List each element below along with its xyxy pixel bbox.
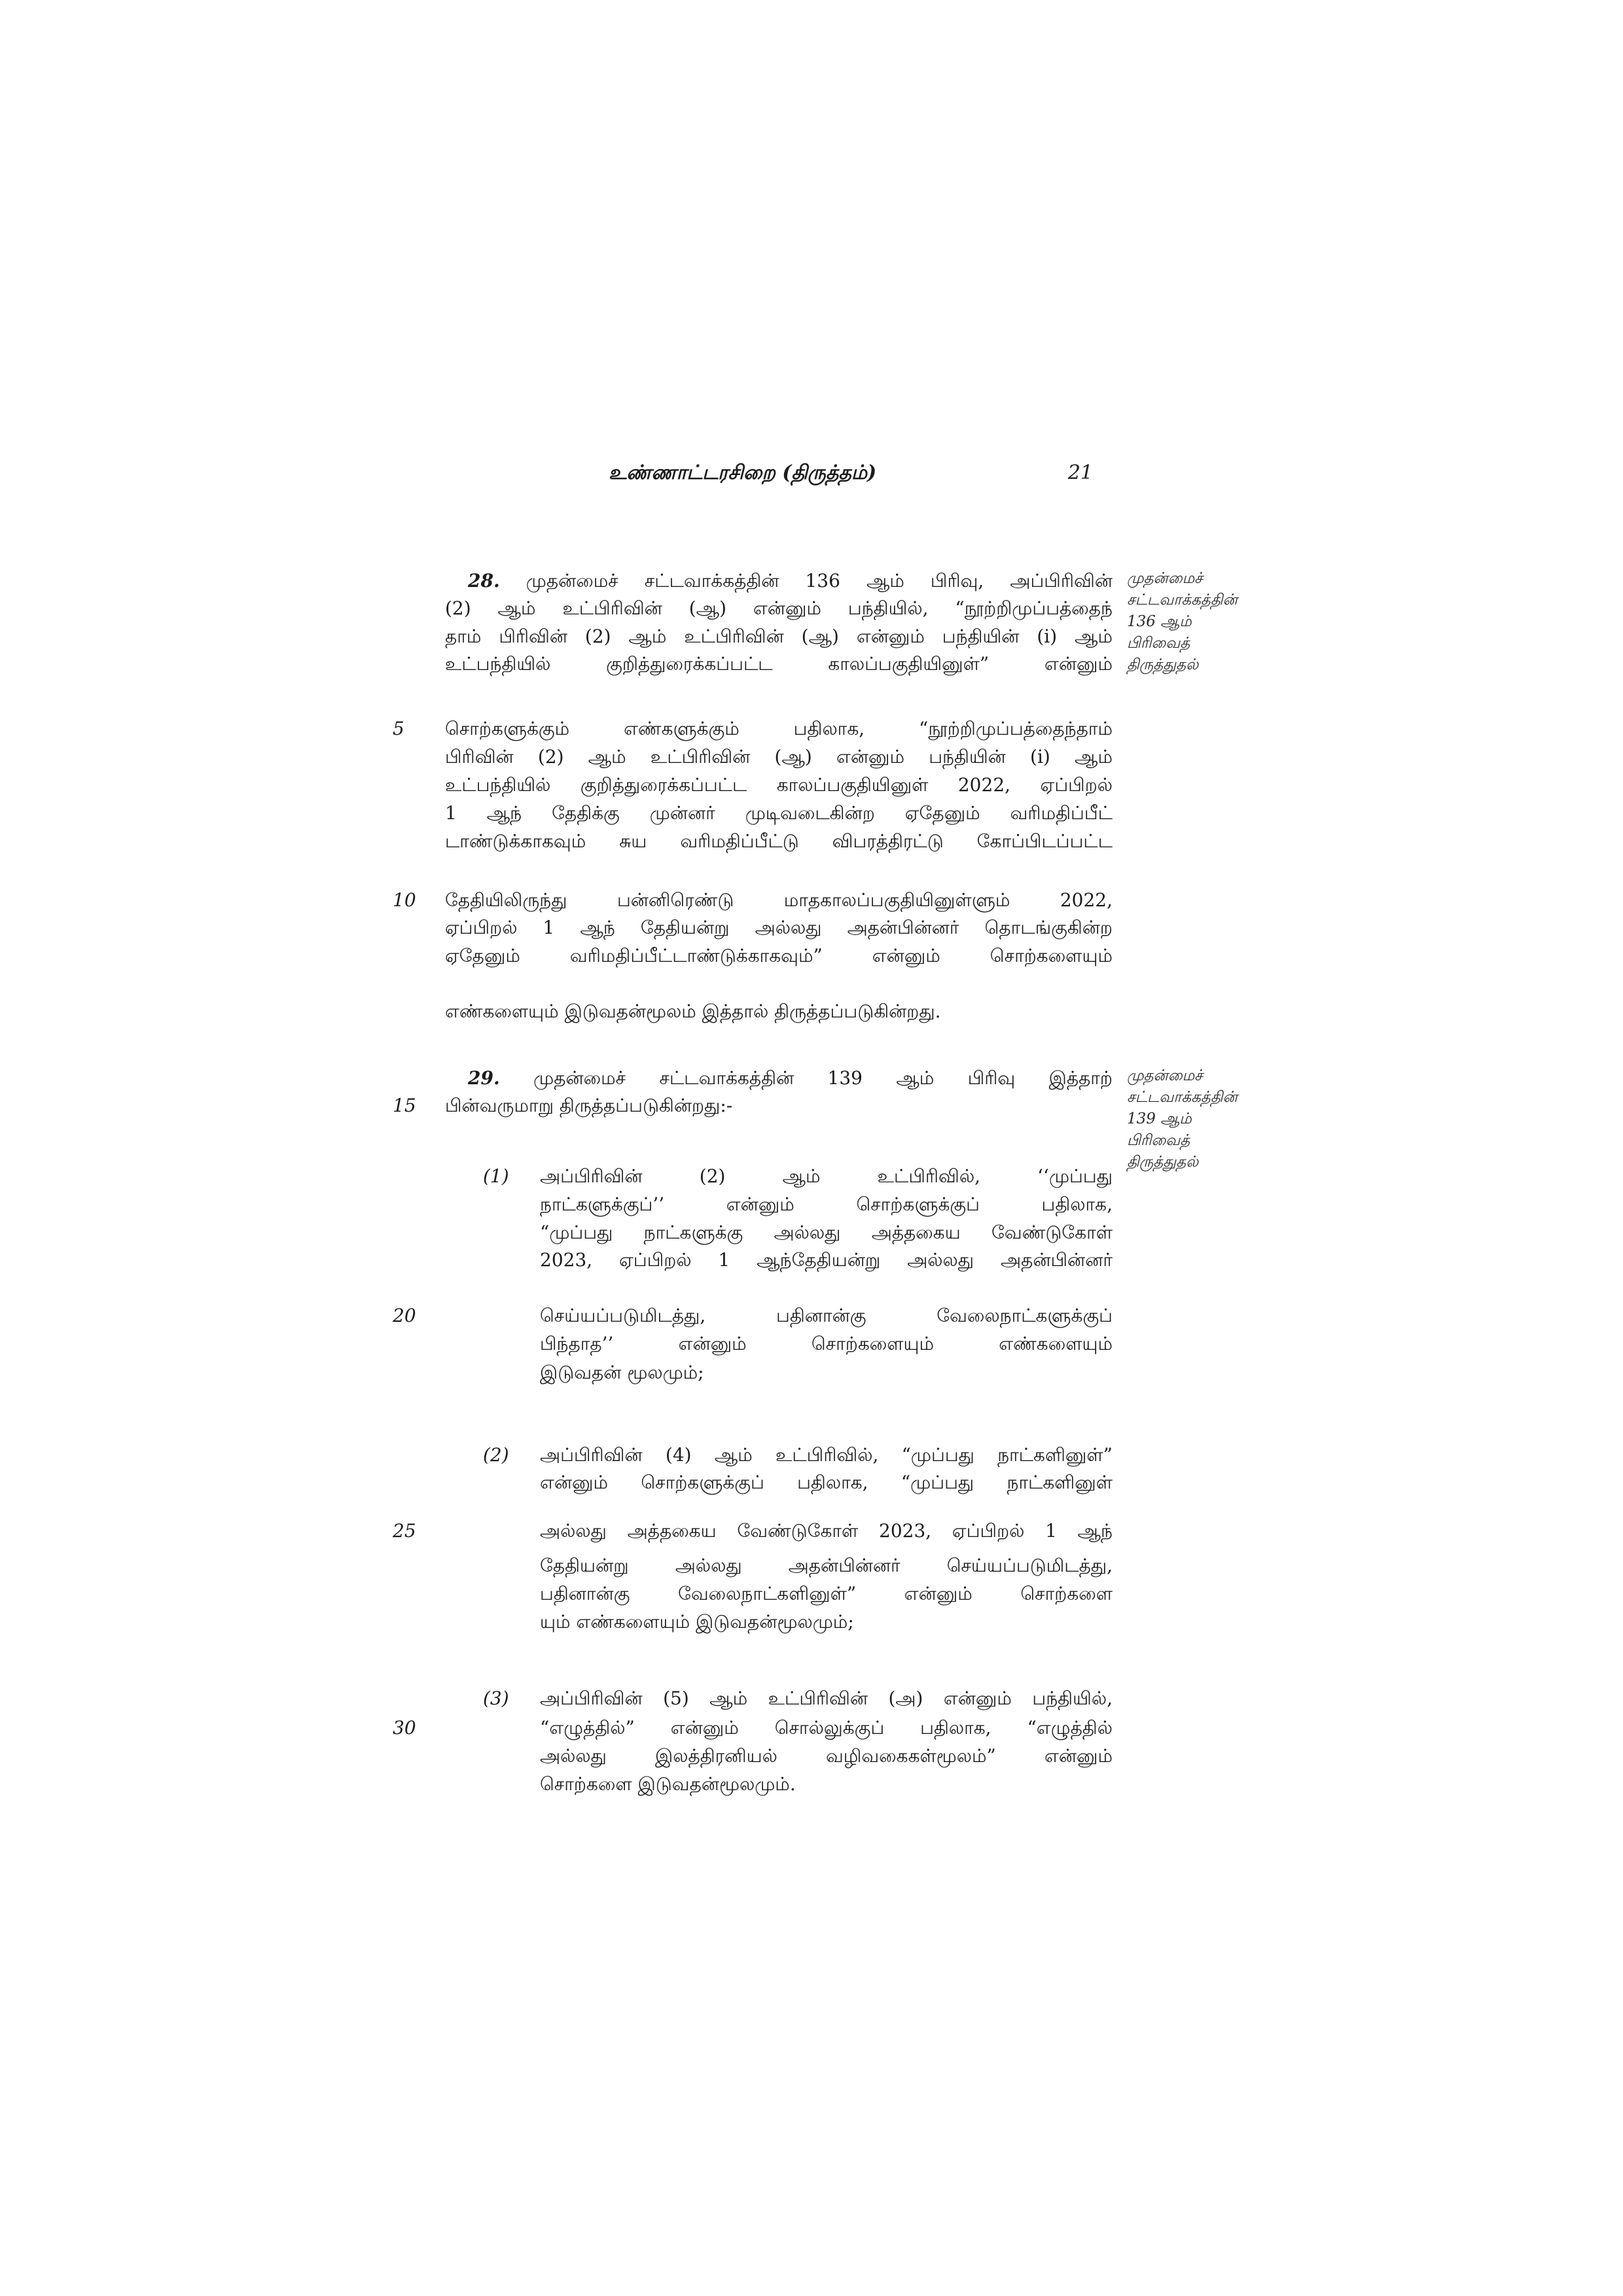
item-2-line: பதினான்கு வேலைநாட்களினுள்” என்னும் சொற்களை [540,1583,1113,1604]
page-number: 21 [1067,461,1093,484]
item-label: (2) [483,1444,509,1466]
item-1-line: அப்பிரிவின் (2) ஆம் உட்பிரிவில், ‘‘முப்பது [540,1165,1113,1187]
section-28-line: பிரிவின் (2) ஆம் உட்பிரிவின் (ஆ) என்னும் பந்தியின் (i) ஆம் [445,746,1113,768]
line-number: 5 [393,718,404,739]
section-28-line: உட்பந்தியில் குறித்துரைக்கப்பட்ட காலப்பகுதியினுள்” என்னும் [445,653,1113,675]
section-28-marginal-note: முதன்மைச் சட்டவாக்கத்தின் 136 ஆம் பிரிவைத் திருத்துதல் [1127,570,1238,673]
section-28-line: ஏப்பிறல் 1 ஆந் தேதியன்று அல்லது அதன்பின்னர் தொடங்குகின்ற [445,917,1113,938]
section-29-line: பின்வருமாறு திருத்தப்படுகின்றது:- [445,1095,733,1116]
section-28-line: (2) ஆம் உட்பிரிவின் (ஆ) என்னும் பந்தியில், “நூற்றிமுப்பத்தைந் [445,597,1113,619]
item-1-line: 2023, ஏப்பிறல் 1 ஆந்தேதியன்று அல்லது அதன்பின்னர் [540,1249,1113,1271]
item-1-line: “முப்பது நாட்களுக்கு அல்லது அத்தகைய வேண்டுகோள் [540,1222,1113,1243]
line-number: 10 [393,889,416,911]
section-28-line: ஏதேனும் வரிமதிப்பீட்டாண்டுக்காகவும்” என்னும் சொற்களையும் [445,945,1113,966]
item-2-line: அப்பிரிவின் (4) ஆம் உட்பிரிவில், “முப்பது நாட்களினுள்” [540,1444,1113,1466]
item-label: (1) [483,1165,509,1187]
page-header [609,461,1113,494]
section-28-line: உட்பந்தியில் குறித்துரைக்கப்பட்ட காலப்பகுதியினுள் 2022, ஏப்பிறல் [445,774,1113,796]
item-3-line: அல்லது இலத்திரனியல் வழிவகைகள்மூலம்” என்னும் [540,1745,1113,1767]
item-1-line: செய்யப்படுமிடத்து, பதினான்கு வேலைநாட்களுக்குப் [540,1305,1113,1326]
item-2-line: அல்லது அத்தகைய வேண்டுகோள் 2023, ஏப்பிறல் 1 ஆந் [540,1520,1113,1542]
line-number: 20 [393,1305,416,1326]
item-label: (3) [483,1687,509,1709]
section-28-line: 1 ஆந் தேதிக்கு முன்னர் முடிவடைகின்ற ஏதேனும் வரிமதிப்பீட் [445,802,1113,824]
item-1-line: நாட்களுக்குப்’’ என்னும் சொற்களுக்குப் பதிலாக, [540,1193,1113,1215]
section-28-line: எண்களையும் இடுவதன்மூலம் இத்தால் திருத்தப்படுகின்றது. [445,1000,941,1022]
section-28-line: தாம் பிரிவின் (2) ஆம் உட்பிரிவின் (ஆ) என்னும் பந்தியின் (i) ஆம் [445,626,1113,647]
section-28-number: 28. [468,570,500,592]
item-3-line: “எழுத்தில்” என்னும் சொல்லுக்குப் பதிலாக, “எழுத்தில் [540,1717,1113,1739]
item-3-line: சொற்களை இடுவதன்மூலமும். [540,1773,796,1795]
item-1-line: இடுவதன் மூலமும்; [540,1362,704,1383]
line-number: 25 [393,1520,416,1542]
section-29-number: 29. [468,1067,500,1089]
section-28-line: தேதியிலிருந்து பன்னிரெண்டு மாதகாலப்பகுதியினுள்ளும் 2022, [445,889,1113,911]
section-29-marginal-note: முதன்மைச் சட்டவாக்கத்தின் 139 ஆம் பிரிவைத் திருத்துதல் [1127,1067,1238,1171]
item-2-line: என்னும் சொற்களுக்குப் பதிலாக, “முப்பது நாட்களினுள் [540,1472,1113,1493]
section-29-line: 29. முதன்மைச் சட்டவாக்கத்தின் 139 ஆம் பிரிவு இத்தாற் [468,1067,1113,1089]
section-28-line: டாண்டுக்காகவும் சுய வரிமதிப்பீட்டு விபரத்திரட்டு கோப்பிடப்பட்ட [445,830,1113,852]
page-title: உண்ணாட்டரசிறை (திருத்தம்) [609,461,877,484]
item-3-line: அப்பிரிவின் (5) ஆம் உட்பிரிவின் (அ) என்னும் பந்தியில், [540,1687,1113,1709]
item-1-line: பிந்தாத’’ என்னும் சொற்களையும் எண்களையும் [540,1333,1113,1354]
line-number: 15 [393,1095,416,1116]
section-28-line: 28. முதன்மைச் சட்டவாக்கத்தின் 136 ஆம் பிரிவு, அப்பிரிவின் [468,570,1113,592]
section-28-line: சொற்களுக்கும் எண்களுக்கும் பதிலாக, “நூற்றிமுப்பத்தைந்தாம் [445,718,1113,739]
item-2-line: தேதியன்று அல்லது அதன்பின்னர் செய்யப்படுமிடத்து, [540,1555,1113,1576]
item-2-line: யும் எண்களையும் இடுவதன்மூலமும்; [540,1611,854,1633]
line-number: 30 [393,1717,416,1739]
